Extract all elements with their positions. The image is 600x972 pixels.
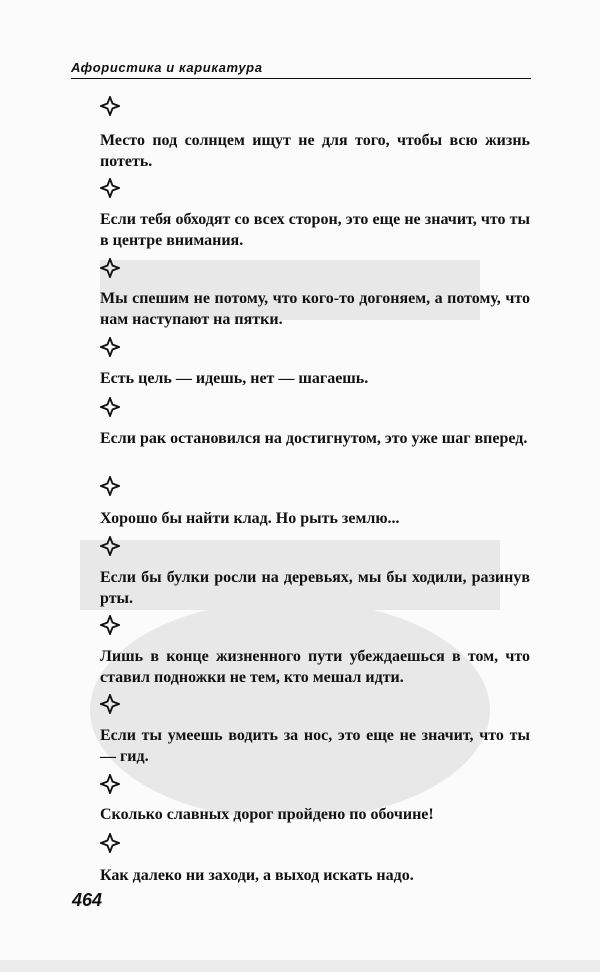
four-point-star-icon xyxy=(100,96,120,116)
aphorism-text: Мы спешим не потому, что кого-то догоняем, а потому, что нам наступают на пятки. xyxy=(100,290,530,328)
four-point-star-icon xyxy=(100,536,120,556)
aphorism-text: Если тебя обходят со всех сторон, это еще не значит, что ты в центре внимания. xyxy=(100,211,530,249)
aphorism-text: Сколько славных дорог пройдено по обочине! xyxy=(100,806,434,823)
four-point-star-icon xyxy=(100,337,120,357)
aphorism-text: Если ты умеешь водить за нос, это еще не значит, что ты — гид. xyxy=(100,727,530,765)
aphorism-text: Есть цель — идешь, нет — шагаешь. xyxy=(100,370,369,387)
four-point-star-icon xyxy=(100,833,120,853)
aphorism-text: Хорошо бы найти клад. Но рыть землю... xyxy=(100,510,400,527)
aphorism-text: Если рак остановился на достигнутом, это уже шаг вперед. xyxy=(100,430,528,447)
four-point-star-icon xyxy=(100,615,120,635)
four-point-star-icon xyxy=(100,476,120,496)
four-point-star-icon xyxy=(100,694,120,714)
running-head: Афористика и карикатура xyxy=(71,60,531,79)
page-number: 464 xyxy=(72,890,103,910)
four-point-star-icon xyxy=(100,774,120,794)
aphorism-text: Лишь в конце жизненного пути убеждаешься в том, что ставил подножки не тем, кто мешал идти. xyxy=(100,648,530,686)
aphorism-text: Место под солнцем ищут не для того, чтобы всю жизнь потеть. xyxy=(100,132,530,170)
four-point-star-icon xyxy=(100,397,120,417)
aphorism-text: Если бы булки росли на деревьях, мы бы ходили, разинув рты. xyxy=(100,569,530,607)
aphorism-text: Как далеко ни заходи, а выход искать надо. xyxy=(100,867,414,884)
four-point-star-icon xyxy=(100,178,120,198)
scan-bottom-edge xyxy=(0,960,600,972)
four-point-star-icon xyxy=(100,258,120,278)
